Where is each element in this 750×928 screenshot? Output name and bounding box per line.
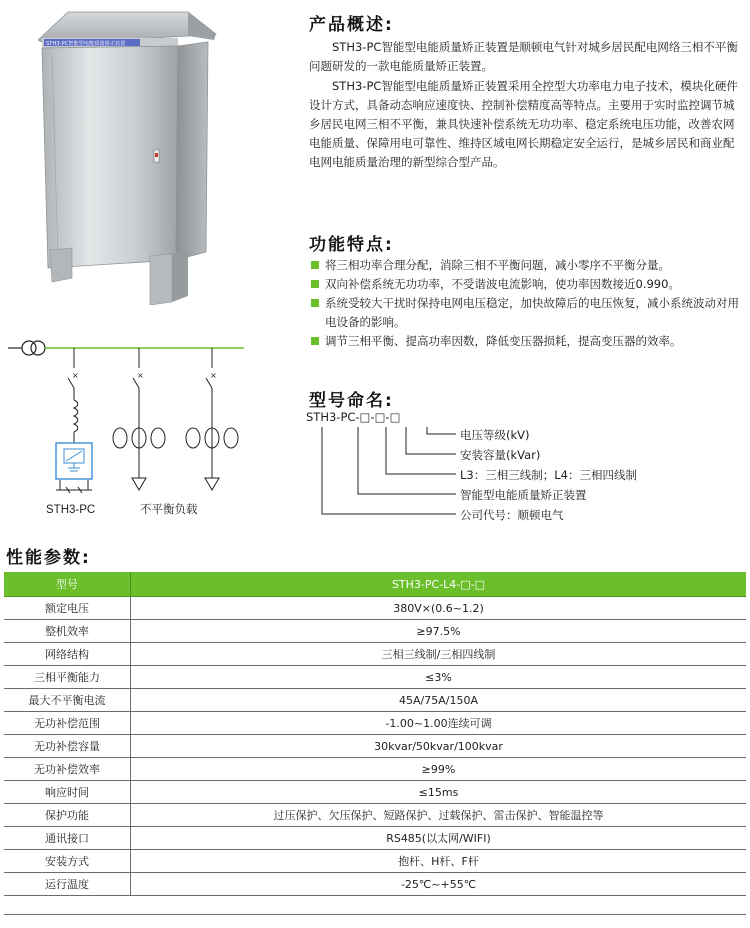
table-row	[4, 850, 746, 873]
param-value: 过压保护、欠压保护、短路保护、过载保护、雷击保护、智能温控等	[131, 804, 747, 827]
param-value: -1.00~1.00连续可调	[131, 712, 747, 735]
param-value: 45A/75A/150A	[131, 689, 747, 712]
table-row	[4, 689, 746, 712]
param-name: 运行温度	[4, 873, 131, 896]
param-name: 无功补偿容量	[4, 735, 131, 758]
naming-label-wiring: L3：三相三线制；L4：三相四线制	[460, 468, 637, 482]
feature-item: 将三相功率合理分配，消除三相不平衡问题，减小零序不平衡分量。	[311, 256, 743, 275]
svg-text:×: ×	[210, 371, 217, 380]
branch-load-1	[113, 348, 165, 490]
table-row	[4, 666, 746, 689]
table-row	[4, 643, 746, 666]
performance-title: 性能参数:	[6, 548, 91, 568]
param-name: 无功补偿范围	[4, 712, 131, 735]
device-box	[56, 443, 92, 479]
load-label: 不平衡负载	[140, 504, 198, 516]
param-value: ≤3%	[131, 666, 747, 689]
table-row	[4, 758, 746, 781]
svg-text:×: ×	[72, 371, 79, 380]
naming-label-capacity: 安装容量(kVar)	[460, 448, 541, 462]
table-row	[4, 620, 746, 643]
table-row	[4, 827, 746, 850]
device-label: STH3-PC	[46, 504, 96, 516]
branch-load-2	[186, 348, 238, 490]
feature-item: 双向补偿系统无功功率，不受谐波电流影响，使功率因数接近0.990。	[311, 275, 743, 294]
bottom-divider	[4, 914, 746, 915]
transformer-icon	[8, 341, 45, 355]
overview-paragraph-2: STH3-PC智能型电能质量矫正装置采用全控型大功率电力电子技术，模块化硬件设计方式，具备动态响应速度快、控制补偿精度高等特点。主要用于实时监控调节城乡居民电网三相不平衡，兼具快速补偿系统无功功率、稳定系统电压功能，改善农网电能质量、保障用电可靠性、维持区域电网长期稳定安全运行，是城乡居民和商业配电网电能质量治理的新型综合型产品。	[309, 79, 738, 169]
table-header-cell: STH3-PC-L4-□-□	[131, 572, 747, 597]
feature-item: 调节三相平衡、提高功率因数，降低变压器损耗，提高变压器的效率。	[311, 332, 743, 351]
table-row	[4, 597, 746, 620]
svg-text:×: ×	[137, 371, 144, 380]
param-value: ≤15ms	[131, 781, 747, 804]
model-naming-diagram	[306, 410, 746, 530]
param-value: ≥99%	[131, 758, 747, 781]
param-name: 网络结构	[4, 643, 131, 666]
table-row	[4, 735, 746, 758]
branch-device	[68, 348, 79, 443]
naming-label-company: 公司代号：顺顿电气	[460, 508, 564, 522]
overview-title: 产品概述:	[309, 15, 394, 35]
param-name: 保护功能	[4, 804, 131, 827]
param-name: 通讯接口	[4, 827, 131, 850]
model-code: STH3-PC-□-□-□	[306, 410, 401, 424]
feature-item: 系统受较大干扰时保持电网电压稳定，加快故障后的电压恢复，减小系统波动对用电设备的影响。	[311, 294, 743, 332]
parameter-table	[4, 572, 746, 896]
param-name: 最大不平衡电流	[4, 689, 131, 712]
naming-title: 型号命名:	[309, 391, 394, 411]
overview-paragraph-1: STH3-PC智能型电能质量矫正装置是顺顿电气针对城乡居民配电网络三相不平衡问题研发的一款电能质量矫正装置。	[309, 40, 738, 73]
table-row	[4, 804, 746, 827]
table-row	[4, 712, 746, 735]
param-value: RS485(以太网/WIFI)	[131, 827, 747, 850]
table-header-cell: 型号	[4, 572, 131, 597]
param-value: -25℃~+55℃	[131, 873, 747, 896]
param-value: 380V×(0.6~1.2)	[131, 597, 747, 620]
cabinet-photo	[38, 10, 218, 305]
param-value: 30kvar/50kvar/100kvar	[131, 735, 747, 758]
param-value: 抱杆、H杆、F杆	[131, 850, 747, 873]
table-row	[4, 781, 746, 804]
features-list	[311, 256, 743, 351]
wiring-diagram	[0, 330, 300, 525]
features-title: 功能特点:	[309, 235, 394, 255]
param-value: 三相三线制/三相四线制	[131, 643, 747, 666]
nameplate-text: STH3-PC智能型电能质量矫正装置	[46, 41, 126, 47]
param-name: 整机效率	[4, 620, 131, 643]
param-name: 无功补偿效率	[4, 758, 131, 781]
table-header-row	[4, 572, 746, 597]
param-value: ≥97.5%	[131, 620, 747, 643]
naming-label-type: 智能型电能质量矫正装置	[460, 488, 587, 502]
param-name: 三相平衡能力	[4, 666, 131, 689]
naming-label-voltage: 电压等级(kV)	[460, 428, 530, 442]
param-name: 安装方式	[4, 850, 131, 873]
param-name: 额定电压	[4, 597, 131, 620]
table-row	[4, 873, 746, 896]
param-name: 响应时间	[4, 781, 131, 804]
